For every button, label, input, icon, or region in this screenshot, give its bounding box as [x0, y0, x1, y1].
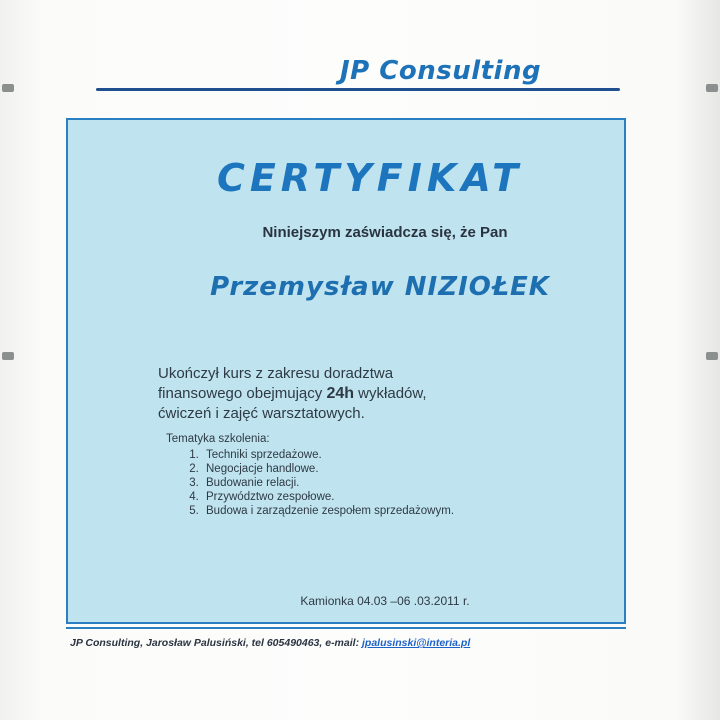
footer-divider [66, 627, 626, 629]
footer-contact [70, 637, 630, 649]
frame-clip [706, 84, 718, 92]
topic-item: 2. Negocjacje handlowe. [202, 462, 586, 476]
topic-item: 1. Techniki sprzedażowe. [202, 448, 586, 462]
certificate-title: CERTYFIKAT [216, 156, 524, 200]
description-text: wykładów, [354, 385, 427, 402]
frame-clip [706, 352, 718, 360]
header-divider [96, 88, 620, 91]
course-description [158, 364, 538, 424]
contact-text: JP Consulting, Jarosław Palusiński, tel 605490463, e-mail: [70, 637, 362, 649]
topic-item: 5. Budowa i zarządzenie zespołem sprzedażowym. [202, 504, 586, 518]
topics-list [166, 448, 586, 518]
course-hours: 24h [326, 385, 355, 402]
description-line [158, 384, 538, 404]
description-line: Ukończył kurs z zakresu doradztwa [158, 365, 394, 382]
topic-item: 3. Budowanie relacji. [202, 476, 586, 490]
topic-item: 4. Przywództwo zespołowe. [202, 490, 586, 504]
email-link[interactable]: jpalusinski@interia.pl [362, 637, 471, 649]
place-date: Kamionka 04.03 –06 .03.2011 r. [300, 594, 470, 608]
recipient-name: Przemysław NIZIOŁEK [210, 272, 550, 302]
frame-clip [2, 84, 14, 92]
description-text: finansowego obejmujący [158, 385, 327, 402]
topics-heading: Tematyka szkolenia: [166, 433, 270, 445]
description-line: ćwiczeń i zajęć warsztatowych. [158, 405, 365, 422]
brand-logo-text: JP Consulting [340, 56, 542, 86]
training-topics [166, 432, 586, 518]
frame-clip [2, 352, 14, 360]
certificate-intro: Niniejszym zaświadcza się, że Pan [262, 224, 508, 241]
